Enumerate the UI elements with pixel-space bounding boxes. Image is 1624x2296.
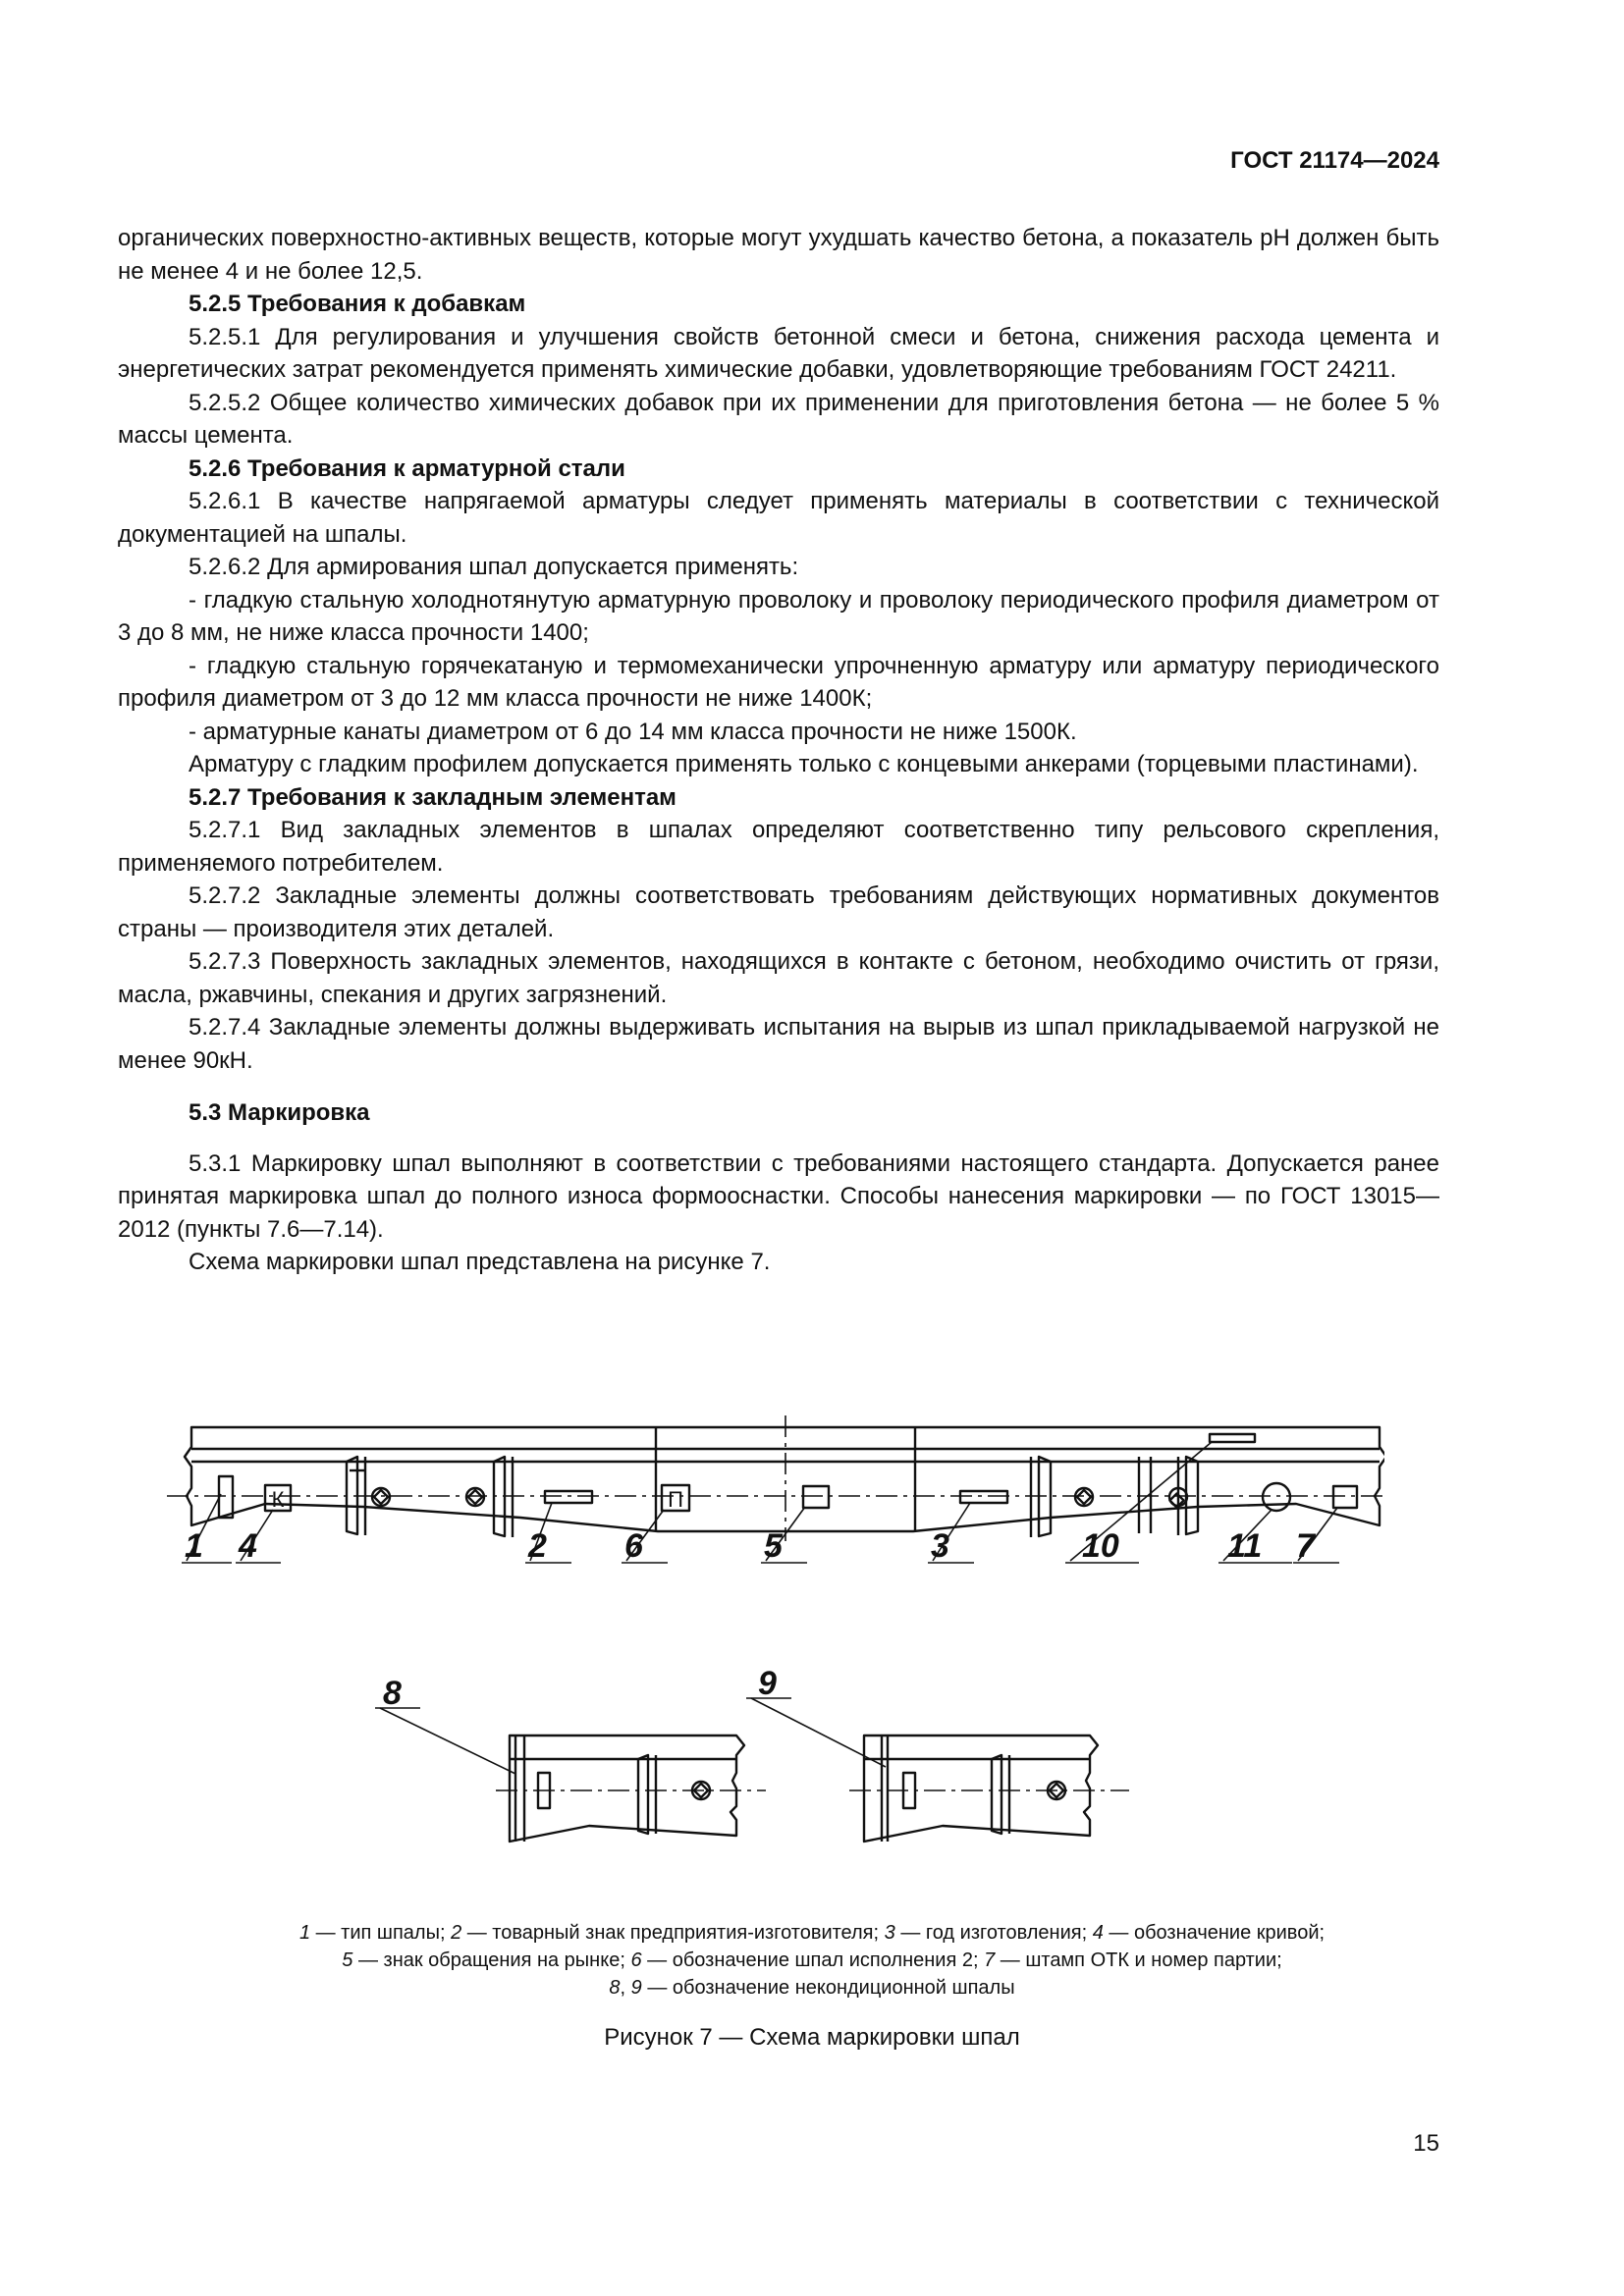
legend-number: 1: [298, 1922, 311, 1944]
section-heading: 5.2.5 Требования к добавкам: [189, 291, 526, 317]
callout-5: 5: [764, 1527, 783, 1565]
paragraph: органических поверхностно-активных веществ, которые могут ухудшать качество бетона, а показатель рН должен быть не менее 4 и не более 12,5.: [118, 225, 1439, 285]
paragraph: 5.2.7.3 Поверхность закладных элементов, находящихся в контакте с бетоном, необходимо очистить от грязи, масла, ржавчины, спекания и других загрязнений.: [118, 948, 1439, 1008]
legend-text: — год изготовления;: [894, 1922, 1093, 1944]
mark-6-letter: П: [668, 1487, 683, 1512]
page-number: 15: [1413, 2130, 1439, 2157]
detail-8-end-segment: [496, 1735, 766, 1842]
detail-9-end-segment: [849, 1735, 1129, 1842]
callout-1: 1: [185, 1527, 203, 1565]
legend-number: 6: [630, 1949, 642, 1971]
paragraph: 5.2.6.2 Для армирования шпал допускается применять:: [189, 554, 799, 580]
paragraph: 5.2.7.2 Закладные элементы должны соответствовать требованиям действующих нормативных документов страны — производителя этих деталей.: [118, 882, 1439, 942]
legend-text: — штамп ОТК и номер партии;: [995, 1949, 1282, 1971]
callout-7: 7: [1296, 1527, 1315, 1565]
mark-5-market-sign: [803, 1486, 829, 1508]
legend-number: 9: [630, 1977, 642, 1999]
legend-text: ,: [620, 1977, 631, 1999]
paragraph: 5.2.7.1 Вид закладных элементов в шпалах определяют соответственно типу рельсового скрепления, применяемого потребителем.: [118, 817, 1439, 877]
legend-line: [147, 1974, 1477, 2002]
legend-text: — знак обращения на рынке;: [352, 1949, 631, 1971]
section-heading: 5.2.6 Требования к арматурной стали: [189, 454, 625, 482]
figure-caption: Рисунок 7 — Схема маркировки шпал: [604, 2024, 1020, 2051]
mark-2-trademark: [545, 1491, 592, 1503]
mark-11-circle: [1263, 1483, 1290, 1511]
callout-6: 6: [624, 1527, 643, 1565]
legend-line: [147, 1919, 1477, 1947]
section-heading: 5.3 Маркировка: [189, 1099, 370, 1126]
callout-leaders: [182, 1442, 1339, 1774]
document-header-standard: ГОСТ 21174—2024: [1230, 147, 1439, 174]
section-heading: 5.2.7 Требования к закладным элементам: [189, 783, 677, 811]
sleeper-grooves: [347, 1457, 1198, 1537]
legend-text: — товарный знак предприятия-изготовителя;: [461, 1922, 885, 1944]
paragraph: - гладкую стальную холоднотянутую арматурную проволоку и проволоку периодического профиля диаметром от 3 до 8 мм, не ниже класса прочности 1400;: [118, 586, 1439, 646]
mark-4-letter: К: [271, 1487, 285, 1512]
legend-number: 4: [1092, 1922, 1104, 1944]
paragraph: Арматуру с гладким профилем допускается применять только с концевыми анкерами (торцевыми пластинами).: [189, 751, 1419, 777]
paragraph: 5.2.6.1 В качестве напрягаемой арматуры следует применять материалы в соответствии с технической документацией на шпалы.: [118, 488, 1439, 548]
legend-number: 5: [342, 1949, 353, 1971]
legend-text: — обозначение кривой;: [1103, 1922, 1326, 1944]
mark-3-year: [960, 1491, 1007, 1503]
legend-line: [147, 1947, 1477, 1974]
legend-number: 3: [884, 1922, 895, 1944]
paragraph: 5.2.5.2 Общее количество химических добавок при их применении для приготовления бетона — не более 5 % массы цемента.: [118, 389, 1439, 449]
legend-number: 7: [984, 1949, 996, 1971]
paragraph: 5.3.1 Маркировку шпал выполняют в соответствии с требованиями настоящего стандарта. Допускается ранее принятая маркировка шпал до полного износа формооснастки. Способы нанесения маркировки — по ГОСТ 13015—2012 (пункты 7.6—7.14).: [118, 1149, 1439, 1243]
mark-10-plate: [1210, 1434, 1255, 1442]
paragraph: - арматурные канаты диаметром от 6 до 14 мм класса прочности не ниже 1500К.: [189, 718, 1077, 745]
mark-1-sleeper-type: [219, 1476, 233, 1518]
legend-number: 2: [451, 1922, 462, 1944]
callout-8: 8: [383, 1675, 402, 1712]
callout-3: 3: [931, 1527, 949, 1565]
figure-legend: [147, 1919, 1477, 2002]
paragraph: - гладкую стальную горячекатаную и термомеханически упрочненную арматуру или арматуру периодического профиля диаметром от 3 до 12 мм класса прочности не ниже 1400К;: [118, 652, 1439, 712]
body-text: [118, 222, 1439, 1279]
figure-7-sleeper-marking-scheme: [147, 1414, 1384, 1904]
legend-text: — тип шпалы;: [310, 1922, 452, 1944]
callout-4: 4: [239, 1527, 257, 1565]
paragraph: Схема маркировки шпал представлена на рисунке 7.: [189, 1249, 771, 1275]
mark-7-otk-stamp: [1333, 1486, 1357, 1508]
legend-text: — обозначение шпал исполнения 2;: [641, 1949, 985, 1971]
legend-number: 8: [609, 1977, 621, 1999]
paragraph: 5.2.5.1 Для регулирования и улучшения свойств бетонной смеси и бетона, снижения расхода цемента и энергетических затрат рекомендуется применять химические добавки, удовлетворяющие требованиям ГОСТ 24211.: [118, 323, 1439, 383]
callout-11: 11: [1227, 1527, 1263, 1565]
callout-2: 2: [528, 1527, 547, 1565]
paragraph: 5.2.7.4 Закладные элементы должны выдерживать испытания на вырыв из шпал прикладываемой нагрузкой не менее 90кН.: [118, 1014, 1439, 1074]
callout-10: 10: [1082, 1527, 1119, 1565]
callout-9: 9: [758, 1665, 777, 1702]
legend-text: — обозначение некондиционной шпалы: [641, 1977, 1015, 1999]
